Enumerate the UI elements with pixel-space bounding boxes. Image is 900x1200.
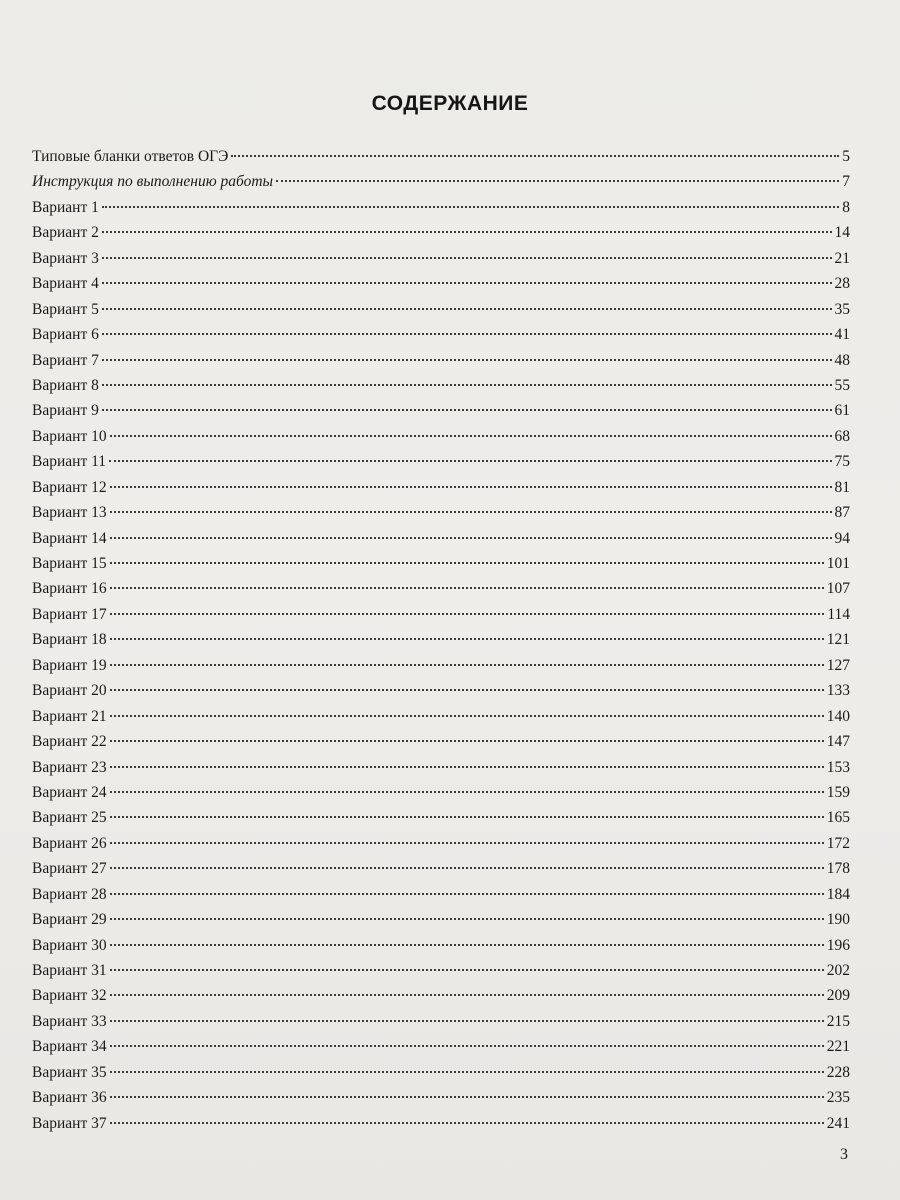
toc-entry — [32, 526, 850, 551]
toc-entry-label: Вариант 20 — [32, 682, 107, 700]
toc-entry — [32, 297, 850, 322]
toc-entry — [32, 551, 850, 576]
toc-entry-page: 228 — [826, 1063, 850, 1081]
toc-entry-page: 140 — [826, 707, 850, 725]
toc-entry-label: Вариант 31 — [32, 962, 107, 979]
toc-entry — [32, 246, 850, 271]
toc-dot-leader — [110, 867, 824, 869]
toc-entry — [32, 933, 850, 958]
toc-entry-label: Вариант 7 — [32, 351, 99, 369]
toc-dot-leader — [110, 664, 824, 666]
toc-entry — [32, 704, 850, 729]
toc-dot-leader — [110, 435, 832, 437]
toc-entry-label: Вариант 19 — [32, 656, 107, 674]
toc-entry-page: 101 — [826, 555, 850, 572]
toc-entry-page: 61 — [834, 402, 850, 420]
toc-dot-leader — [110, 740, 824, 742]
toc-entry — [32, 780, 850, 805]
page-title: СОДЕРЖАНИЕ — [371, 92, 529, 115]
toc-entry — [32, 1034, 850, 1059]
toc-dot-leader — [110, 766, 824, 768]
toc-entry — [32, 398, 850, 423]
toc-entry-page: 202 — [826, 962, 850, 979]
toc-entry-label: Вариант 25 — [32, 809, 107, 827]
toc-dot-leader — [110, 816, 824, 818]
toc-entry-page: 114 — [827, 605, 850, 623]
toc-dot-leader — [110, 1071, 824, 1073]
toc-entry-page: 221 — [826, 1038, 850, 1056]
toc-entry-label: Вариант 23 — [32, 758, 107, 776]
toc-entry — [32, 907, 850, 932]
toc-entry-label: Вариант 14 — [32, 529, 107, 547]
toc-entry-label: Вариант 29 — [32, 911, 107, 929]
toc-entry — [32, 271, 850, 296]
toc-dot-leader — [110, 486, 832, 488]
toc-dot-leader — [102, 308, 832, 310]
toc-entry — [32, 373, 850, 398]
toc-entry — [32, 627, 850, 652]
page-number: 3 — [840, 1146, 848, 1163]
toc-entry-label: Вариант 5 — [32, 300, 99, 318]
toc-entry-label: Вариант 9 — [32, 402, 99, 420]
toc-entry-label: Вариант 18 — [32, 631, 107, 649]
toc-entry-label: Вариант 35 — [32, 1063, 107, 1081]
toc-dot-leader — [102, 384, 832, 386]
toc-dot-leader — [110, 893, 824, 895]
toc-dot-leader — [102, 333, 832, 335]
toc-entry-page: 215 — [826, 1012, 850, 1030]
toc-entry-page: 55 — [834, 376, 850, 394]
toc-entry — [32, 576, 850, 601]
toc-entry-label: Вариант 17 — [32, 605, 107, 623]
toc-entry-page: 21 — [834, 249, 850, 267]
toc-entry — [32, 449, 850, 474]
toc-entry-page: 94 — [834, 529, 850, 547]
toc-dot-leader — [110, 537, 832, 539]
toc-entry — [32, 220, 850, 245]
toc-entry-page: 5 — [842, 148, 850, 165]
toc-entry — [32, 1111, 850, 1136]
toc-entry-page: 81 — [834, 478, 850, 496]
toc-entry-label: Вариант 37 — [32, 1114, 107, 1132]
toc-entry-label: Вариант 28 — [32, 885, 107, 903]
toc-dot-leader — [102, 409, 832, 411]
toc-dot-leader — [110, 944, 824, 946]
toc-entry-page: 159 — [826, 783, 850, 801]
toc-entry-label: Вариант 33 — [32, 1012, 107, 1030]
toc-entry-page: 153 — [826, 758, 850, 776]
toc-entry-label: Вариант 26 — [32, 834, 107, 852]
toc-dot-leader — [110, 1045, 824, 1047]
toc-entry-label: Вариант 4 — [32, 275, 99, 293]
toc-entry — [32, 831, 850, 856]
toc-entry-page: 235 — [826, 1089, 850, 1107]
toc-dot-leader — [102, 359, 832, 361]
toc-entry-label: Вариант 27 — [32, 860, 107, 878]
toc-entry — [32, 500, 850, 525]
toc-entry — [32, 755, 850, 780]
toc-entry-page: 35 — [834, 300, 850, 318]
toc-dot-leader — [110, 562, 824, 564]
toc-entry-page: 28 — [834, 275, 850, 293]
toc-entry-label: Вариант 15 — [32, 555, 107, 572]
toc-dot-leader — [110, 1020, 824, 1022]
toc-entry — [32, 144, 850, 169]
toc-entry-label: Вариант 3 — [32, 249, 99, 267]
toc-entry-page: 7 — [842, 173, 850, 191]
toc-dot-leader — [231, 155, 839, 157]
toc-dot-leader — [276, 180, 839, 182]
toc-entry-label: Вариант 21 — [32, 707, 107, 725]
toc-entry-label: Вариант 32 — [32, 987, 107, 1005]
toc-entry-label: Вариант 1 — [32, 198, 99, 216]
toc-entry-page: 14 — [834, 224, 850, 242]
toc-entry-page: 147 — [826, 733, 850, 751]
toc-entry — [32, 856, 850, 881]
toc-dot-leader — [102, 206, 839, 208]
toc-entry-page: 87 — [834, 504, 850, 522]
toc-entry-label: Инструкция по выполнению работы — [32, 173, 274, 191]
toc-entry — [32, 602, 850, 627]
toc-entry-page: 41 — [834, 326, 850, 344]
toc-dot-leader — [102, 282, 832, 284]
toc-dot-leader — [110, 918, 824, 920]
toc-entry — [32, 729, 850, 754]
toc-entry — [32, 983, 850, 1008]
toc-entry-label: Вариант 24 — [32, 783, 107, 801]
toc-entry — [32, 1085, 850, 1110]
toc-entry-label: Вариант 30 — [32, 936, 107, 954]
toc-dot-leader — [109, 460, 831, 462]
toc-entry — [32, 1009, 850, 1034]
toc-entry-label: Типовые бланки ответов ОГЭ — [32, 148, 229, 165]
toc-entry — [32, 653, 850, 678]
toc-entry-page: 190 — [826, 911, 850, 929]
toc-entry-page: 172 — [826, 834, 850, 852]
toc-entry — [32, 348, 850, 373]
toc-entry-label: Вариант 6 — [32, 326, 99, 344]
toc-dot-leader — [110, 638, 824, 640]
toc-entry — [32, 882, 850, 907]
toc-entry-page: 8 — [842, 198, 850, 216]
toc-dot-leader — [110, 994, 824, 996]
toc-entry-page: 133 — [826, 682, 850, 700]
toc-entry-page: 68 — [834, 427, 850, 445]
toc-entry-page: 75 — [834, 453, 850, 471]
toc-entry — [32, 322, 850, 347]
toc-entry-page: 107 — [826, 580, 850, 598]
toc-entry-label: Вариант 12 — [32, 478, 107, 496]
toc-entry — [32, 1060, 850, 1085]
toc-entry-label: Вариант 10 — [32, 427, 107, 445]
toc-entry-label: Вариант 11 — [32, 453, 107, 471]
toc-dot-leader — [102, 231, 832, 233]
toc-entry-page: 184 — [826, 885, 850, 903]
toc-entry-label: Вариант 36 — [32, 1089, 107, 1107]
toc-entry-label: Вариант 13 — [32, 504, 107, 522]
toc-entry — [32, 805, 850, 830]
toc-entry-page: 48 — [834, 351, 850, 369]
toc-entry-label: Вариант 22 — [32, 733, 107, 751]
toc-dot-leader — [110, 969, 824, 971]
toc-dot-leader — [102, 257, 832, 259]
toc-dot-leader — [110, 511, 832, 513]
toc-dot-leader — [110, 587, 824, 589]
toc-dot-leader — [110, 715, 824, 717]
toc-entry-label: Вариант 16 — [32, 580, 107, 598]
toc-dot-leader — [110, 689, 824, 691]
toc-dot-leader — [110, 791, 824, 793]
toc-entry-page: 196 — [826, 936, 850, 954]
toc-entry — [32, 958, 850, 983]
toc-entry — [32, 678, 850, 703]
toc-entry-page: 121 — [826, 631, 850, 649]
toc-entry-page: 127 — [826, 656, 850, 674]
toc-entry-page: 178 — [826, 860, 850, 878]
toc-entry — [32, 475, 850, 500]
toc-dot-leader — [110, 613, 825, 615]
toc-entry — [32, 169, 850, 194]
toc-entry-label: Вариант 2 — [32, 224, 99, 242]
toc-entry — [32, 424, 850, 449]
toc-dot-leader — [110, 1096, 824, 1098]
toc-entry-label: Вариант 8 — [32, 376, 99, 394]
toc-entry-page: 209 — [826, 987, 850, 1005]
toc-entry-page: 241 — [826, 1114, 850, 1132]
toc-dot-leader — [110, 842, 824, 844]
toc-entry — [32, 195, 850, 220]
toc-entry-page: 165 — [826, 809, 850, 827]
toc-entry-label: Вариант 34 — [32, 1038, 107, 1056]
table-of-contents — [32, 144, 850, 1136]
toc-dot-leader — [110, 1122, 824, 1124]
